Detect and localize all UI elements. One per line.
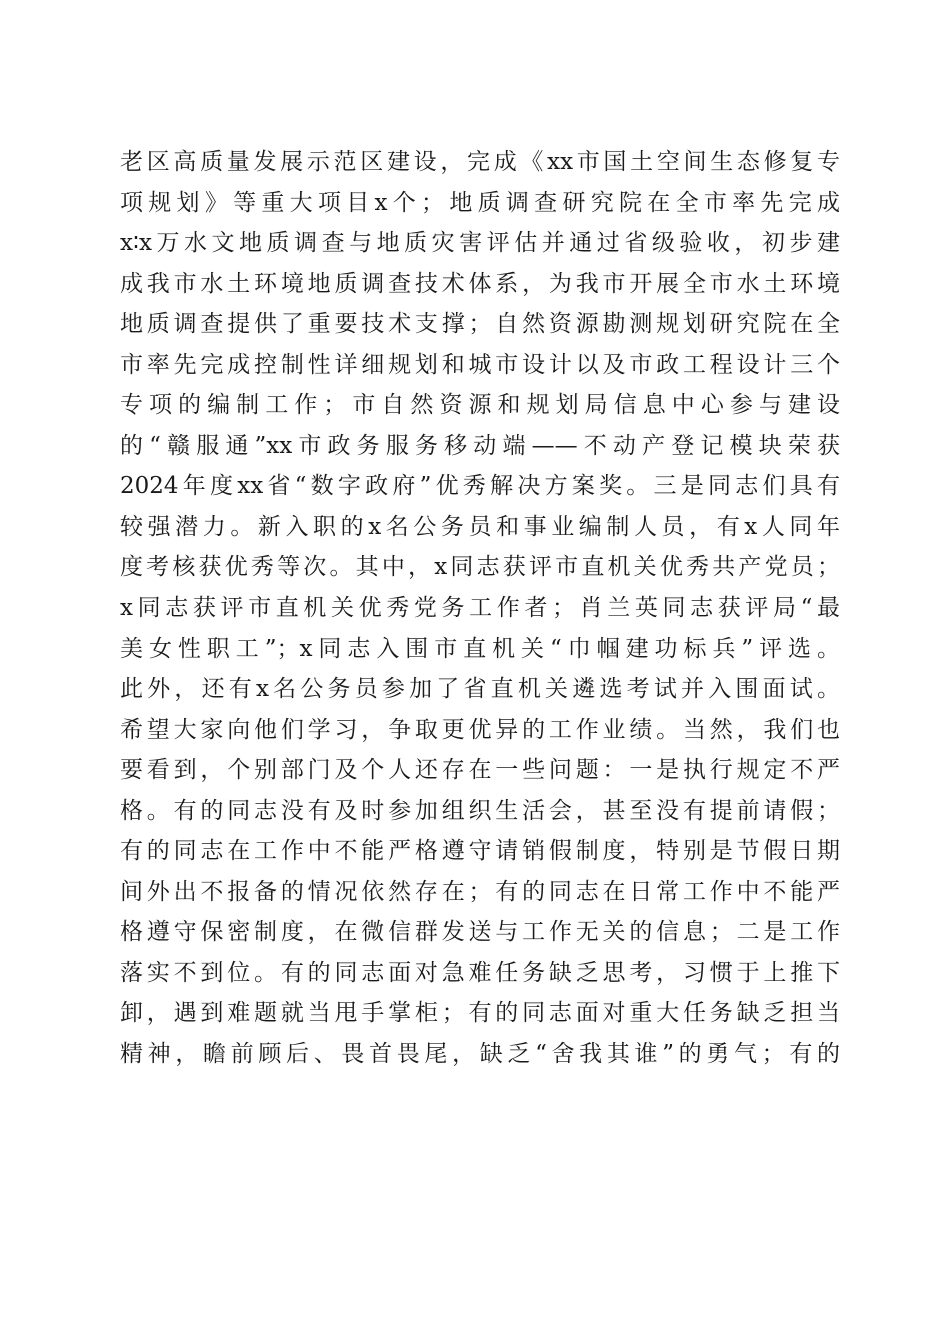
text-line: 此外，还有x名公务员参加了省直机关遴选考试并入围面试。 xyxy=(120,676,840,703)
text-line: 要看到，个别部门及个人还存在一些问题：一是执行规定不严 xyxy=(120,757,840,784)
text-line: x同志获评市直机关优秀党务工作者；肖兰英同志获评局“最 xyxy=(120,595,840,622)
text-line: 项规划》等重大项目x个；地质调查研究院在全市率先完成 xyxy=(120,189,840,216)
text-line: 较强潜力。新入职的x名公务员和事业编制人员，有x人同年 xyxy=(120,513,840,540)
text-line: 希望大家向他们学习，争取更优异的工作业绩。当然，我们也 xyxy=(120,716,840,743)
text-line: 美女性职工”；x同志入围市直机关“巾帼建功标兵”评选。 xyxy=(120,635,840,662)
text-line: 市率先完成控制性详细规划和城市设计以及市政工程设计三个 xyxy=(120,351,840,378)
text-line: 落实不到位。有的同志面对急难任务缺乏思考，习惯于上推下 xyxy=(120,959,840,986)
text-line: 老区高质量发展示范区建设，完成《xx市国土空间生态修复专 xyxy=(120,149,840,175)
text-line: 间外出不报备的情况依然存在；有的同志在日常工作中不能严 xyxy=(120,878,840,905)
body-paragraph xyxy=(120,142,840,1075)
text-line: 格遵守保密制度，在微信群发送与工作无关的信息；二是工作 xyxy=(120,919,840,946)
text-line: 度考核获优秀等次。其中，x同志获评市直机关优秀共产党员； xyxy=(120,554,840,581)
text-line: x∶x万水文地质调查与地质灾害评估并通过省级验收，初步建 xyxy=(120,230,840,257)
text-line: 地质调查提供了重要技术支撑；自然资源勘测规划研究院在全 xyxy=(120,311,840,338)
text-line: 精神，瞻前顾后、畏首畏尾，缺乏“舍我其谁”的勇气；有的 xyxy=(120,1041,840,1068)
text-line: 专项的编制工作；市自然资源和规划局信息中心参与建设 xyxy=(120,392,840,419)
text-line: 2024年度xx省“数字政府”优秀解决方案奖。三是同志们具有 xyxy=(120,473,840,500)
text-line: 的“赣服通”xx市政务服务移动端——不动产登记模块荣获 xyxy=(120,432,840,459)
text-line: 有的同志在工作中不能严格遵守请销假制度，特别是节假日期 xyxy=(120,838,840,865)
text-line: 成我市水土环境地质调查技术体系，为我市开展全市水土环境 xyxy=(120,270,840,297)
text-line: 格。有的同志没有及时参加组织生活会，甚至没有提前请假； xyxy=(120,797,840,824)
text-line: 卸，遇到难题就当甩手掌柜；有的同志面对重大任务缺乏担当 xyxy=(120,1000,840,1027)
